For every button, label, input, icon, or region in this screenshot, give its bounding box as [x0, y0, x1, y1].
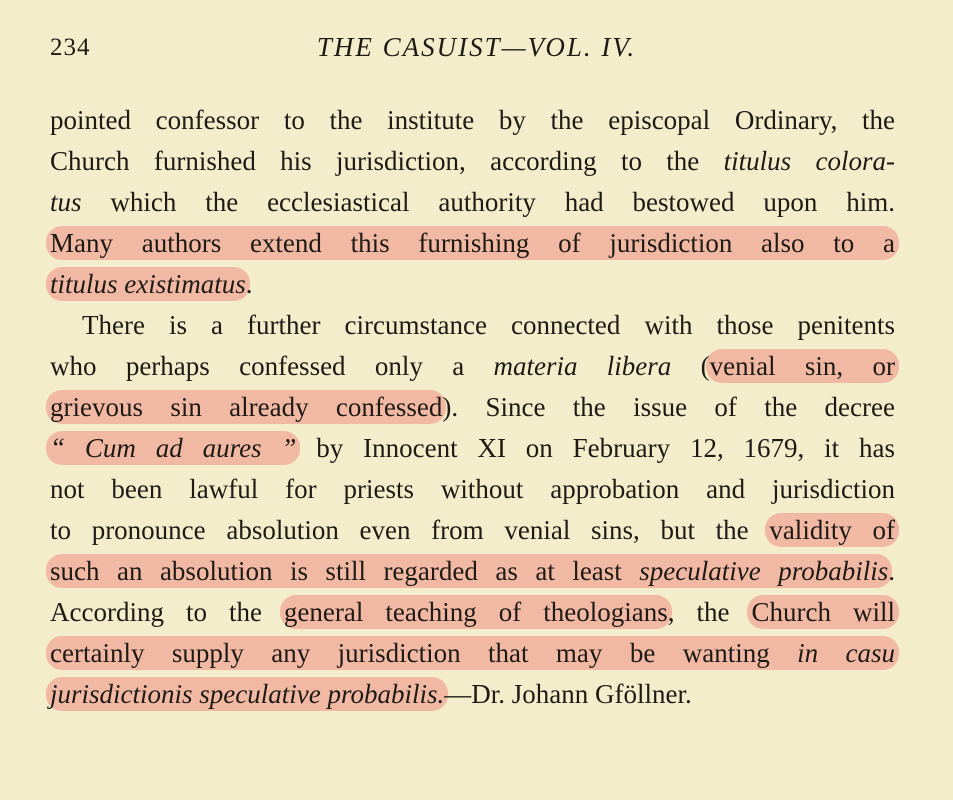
paragraph-1	[50, 100, 895, 305]
italic-term: speculative probabilis	[639, 556, 889, 586]
text-run: , the	[667, 597, 752, 627]
page-number: 234	[50, 34, 91, 61]
highlighted-text	[46, 636, 899, 670]
text-run: not been lawful for priests without approbation and jurisdiction	[50, 474, 895, 504]
text-line	[50, 469, 895, 510]
text-run: to pronounce absolution even from venial sins, but the	[50, 515, 770, 545]
text-run: pointed confessor to the institute by the episcopal Ordinary, the	[50, 105, 895, 135]
running-title: THE CASUIST—VOL. IV.	[316, 32, 637, 62]
highlighted-text: grievous sin already confessed	[46, 390, 446, 424]
highlighted-text: Church will	[747, 595, 898, 629]
text-line	[50, 428, 895, 469]
text-run: which the ecclesiastical authority had bestowed upon him.	[81, 187, 895, 217]
highlighted-italic-term: “ Cum ad aures ”	[46, 431, 300, 465]
paragraph-2	[50, 305, 895, 715]
text-line	[50, 223, 895, 264]
text-run: ). Since the issue of the decree	[442, 392, 895, 422]
text-run: Church furnished his jurisdiction, according to the	[50, 146, 724, 176]
text-line	[50, 674, 895, 715]
italic-term: titulus colora-	[723, 146, 895, 176]
highlighted-text: Many authors extend this furnishing of jurisdiction also to a	[46, 226, 899, 260]
text-run: such an absolution is still regarded as at least	[50, 556, 640, 586]
text-run: According to the	[50, 597, 284, 627]
running-header	[0, 28, 953, 72]
text-line	[50, 633, 895, 674]
text-line	[50, 264, 895, 305]
highlighted-text: general teaching of theologians	[280, 595, 672, 629]
italic-term: tus	[50, 187, 82, 217]
text-run: .	[245, 269, 253, 299]
text-line	[50, 100, 895, 141]
text-run: There is a further circumstance connected with those penitents	[82, 310, 895, 340]
text-line	[50, 387, 895, 428]
text-line	[50, 346, 895, 387]
text-line	[50, 510, 895, 551]
highlighted-italic-term: titulus existimatus	[46, 267, 250, 301]
highlighted-text	[46, 554, 892, 588]
text-run: certainly supply any jurisdiction that may be wanting	[50, 638, 798, 668]
highlighted-text: venial sin, or	[706, 349, 899, 383]
text-line	[50, 592, 895, 633]
italic-term: in casu	[797, 638, 895, 668]
highlighted-italic-term: jurisdictionis speculative probabilis.	[46, 677, 448, 711]
body-text	[50, 100, 895, 715]
highlighted-text: validity of	[765, 513, 899, 547]
text-run: by Innocent XI on February 12, 1679, it has	[296, 433, 895, 463]
text-line	[50, 305, 895, 346]
text-run: .	[888, 556, 896, 586]
italic-term: materia libera	[493, 351, 672, 381]
text-line	[50, 551, 895, 592]
text-run: (	[671, 351, 710, 381]
text-run: who perhaps confessed only a	[50, 351, 494, 381]
text-line	[50, 141, 895, 182]
text-line	[50, 182, 895, 223]
author-attribution: —Dr. Johann Gföllner.	[444, 679, 692, 709]
